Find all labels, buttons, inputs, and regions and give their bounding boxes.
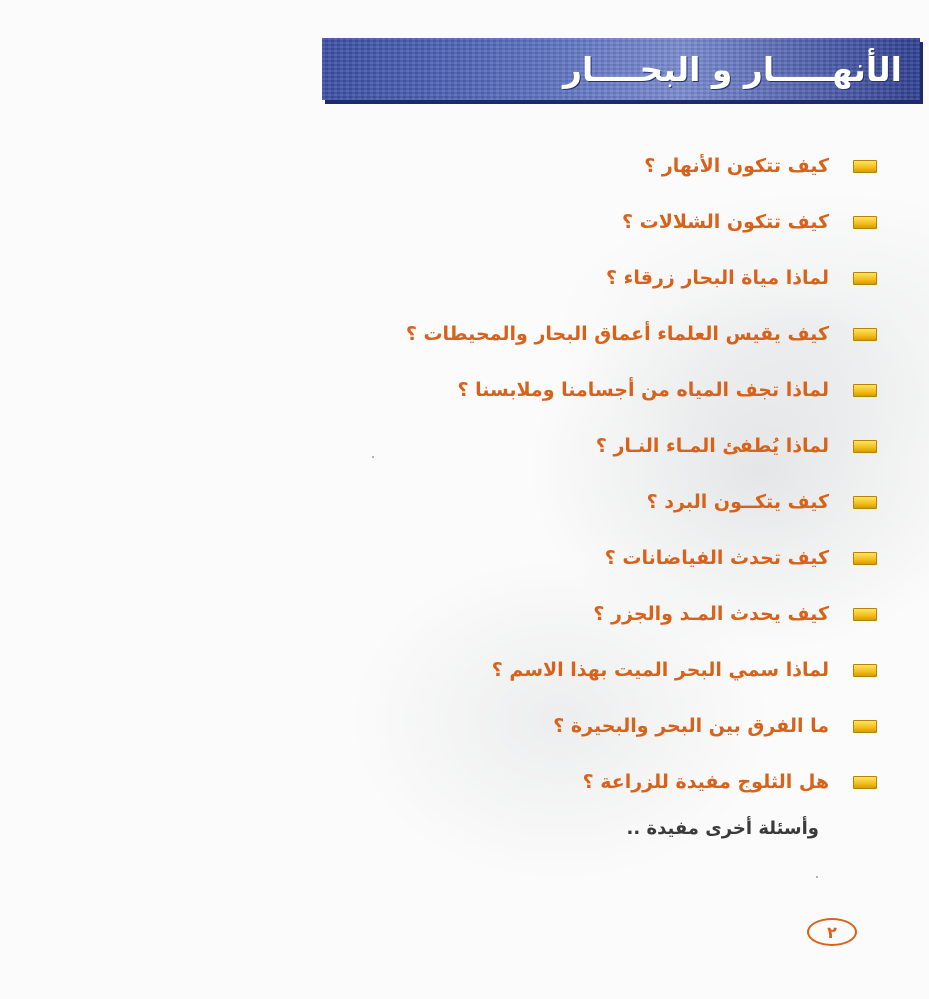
list-item	[317, 194, 877, 250]
list-item	[317, 474, 877, 530]
question-text: لماذا يُطفئ المـاء النـار ؟	[595, 435, 829, 457]
bullet-icon	[853, 384, 877, 397]
question-text: كيف تتكون الشلالات ؟	[621, 211, 829, 233]
question-text: ما الفرق بين البحر والبحيرة ؟	[553, 715, 829, 737]
list-item	[317, 754, 877, 810]
more-questions-text: وأسئلة أخرى مفيدة ..	[626, 818, 819, 839]
bullet-icon	[853, 552, 877, 565]
question-text: هل الثلوج مفيدة للزراعة ؟	[582, 771, 829, 793]
question-text: كيف يحدث المـد والجزر ؟	[593, 603, 829, 625]
header-banner	[322, 38, 920, 100]
list-item	[317, 362, 877, 418]
bullet-icon	[853, 216, 877, 229]
list-item	[317, 306, 877, 362]
bullet-icon	[853, 720, 877, 733]
list-item	[317, 530, 877, 586]
bullet-icon	[853, 664, 877, 677]
bullet-icon	[853, 272, 877, 285]
print-speck	[816, 876, 818, 878]
list-item	[317, 586, 877, 642]
list-item	[317, 698, 877, 754]
bullet-icon	[853, 440, 877, 453]
page-title: الأنهـــــار و البحــــار	[562, 49, 902, 89]
bullet-icon	[853, 328, 877, 341]
question-text: كيف تتكون الأنهار ؟	[644, 155, 829, 177]
bullet-icon	[853, 160, 877, 173]
list-item	[317, 250, 877, 306]
question-text: لماذا تجف المياه من أجسامنا وملابسنا ؟	[457, 379, 829, 401]
question-list	[317, 138, 877, 810]
bullet-icon	[853, 496, 877, 509]
question-text: كيف يقيس العلماء أعماق البحار والمحيطات ؟	[405, 323, 829, 345]
page-number: ٢	[807, 918, 857, 946]
list-item	[317, 138, 877, 194]
list-item	[317, 642, 877, 698]
question-text: لماذا سمي البحر الميت بهذا الاسم ؟	[491, 659, 829, 681]
bullet-icon	[853, 608, 877, 621]
question-text: كيف يتكــون البرد ؟	[646, 491, 829, 513]
list-item	[317, 418, 877, 474]
bullet-icon	[853, 776, 877, 789]
question-text: كيف تحدث الفياضانات ؟	[604, 547, 829, 569]
print-speck	[372, 456, 374, 458]
question-text: لماذا مياة البحار زرقاء ؟	[606, 267, 829, 289]
